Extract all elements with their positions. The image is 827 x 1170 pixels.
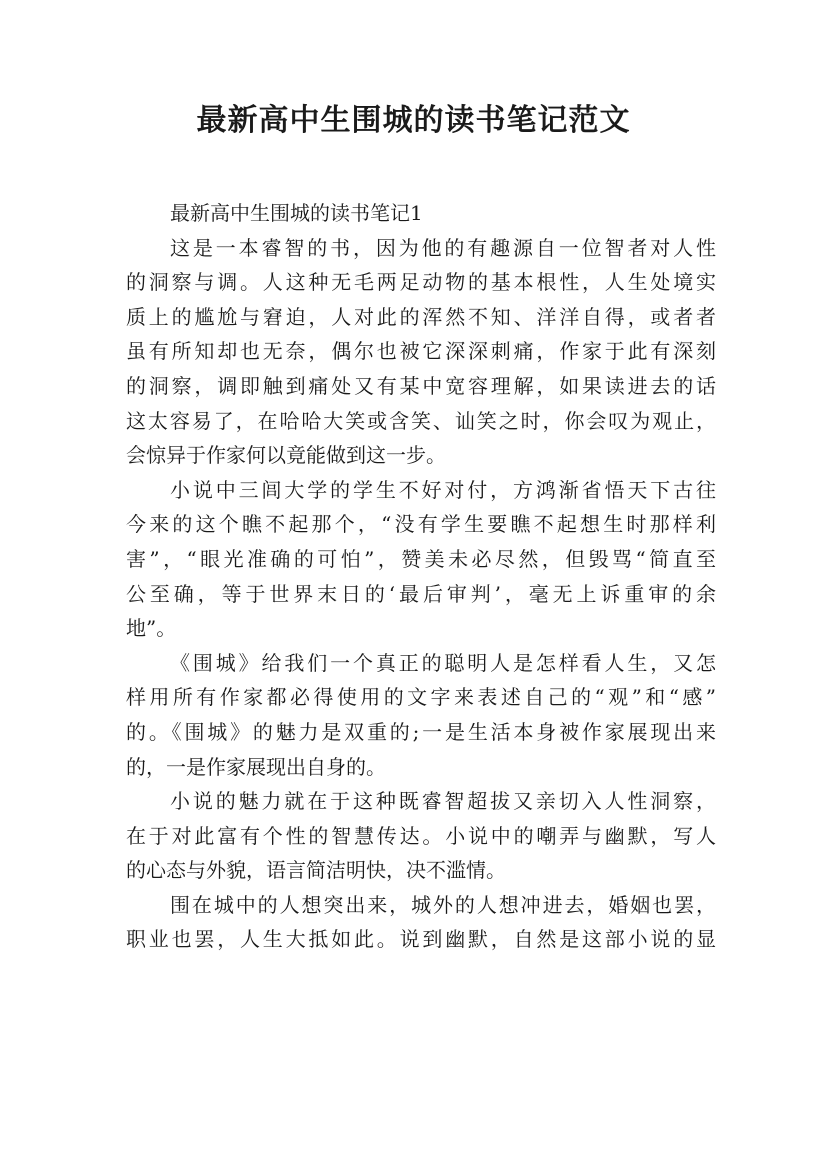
- paragraph-line: 地”。: [126, 616, 177, 641]
- paragraph-line: 公至确，等于世界末日的‘最后审判’，毫无上诉重审的余: [126, 581, 716, 606]
- paragraph-line: 小说的魅力就在于这种既睿智超拔又亲切入人性洞察，: [170, 789, 716, 814]
- paragraph-line: 在于对此富有个性的智慧传达。小说中的嘲弄与幽默，写人: [126, 823, 716, 848]
- paragraph-line: 虽有所知却也无奈，偶尔也被它深深刺痛，作家于此有深刻: [126, 339, 716, 364]
- paragraph-line: 围在城中的人想突出来，城外的人想冲进去，婚姻也罢，: [170, 892, 716, 917]
- paragraph-line: 质上的尴尬与窘迫，人对此的浑然不知、洋洋自得，或者者: [126, 304, 716, 329]
- paragraph-line: 这是一本睿智的书，因为他的有趣源自一位智者对人性: [170, 235, 716, 260]
- paragraph-line: 小说中三闾大学的学生不好对付，方鸿渐省悟天下古往: [170, 477, 716, 502]
- paragraph-line: 《围城》给我们一个真正的聪明人是怎样看人生，又怎: [170, 650, 716, 675]
- paragraph-line: 会惊异于作家何以竟能做到这一步。: [126, 443, 446, 468]
- paragraph-line: 的，一是作家展现出自身的。: [126, 754, 386, 779]
- paragraph-line: 职业也罢，人生大抵如此。说到幽默，自然是这部小说的显: [126, 927, 716, 952]
- paragraph-line: 的洞察，调即触到痛处又有某中宽容理解，如果读进去的话: [126, 373, 716, 398]
- paragraph-line: 这太容易了，在哈哈大笑或含笑、讪笑之时，你会叹为观止，: [126, 408, 716, 433]
- paragraph-line: 样用所有作家都必得使用的文字来表述自己的“观”和“感”: [126, 685, 716, 710]
- paragraph-line: 害”，“眼光准确的可怕”，赞美未必尽然，但毁骂“简直至: [126, 546, 716, 571]
- paragraph-line: 的心态与外貌，语言简洁明快，决不滥情。: [126, 858, 506, 883]
- paragraph-line: 的洞察与调。人这种无毛两足动物的基本根性，人生处境实: [126, 270, 716, 295]
- document-title: 最新高中生围城的读书笔记范文: [196, 103, 631, 138]
- paragraph-line: 的。《围城》的魅力是双重的;一是生活本身被作家展现出来: [126, 719, 716, 744]
- paragraph-line: 今来的这个瞧不起那个，“没有学生要瞧不起想生时那样利: [126, 512, 716, 537]
- section-heading: 最新高中生围城的读书笔记1: [170, 201, 423, 225]
- document-body: [126, 196, 716, 957]
